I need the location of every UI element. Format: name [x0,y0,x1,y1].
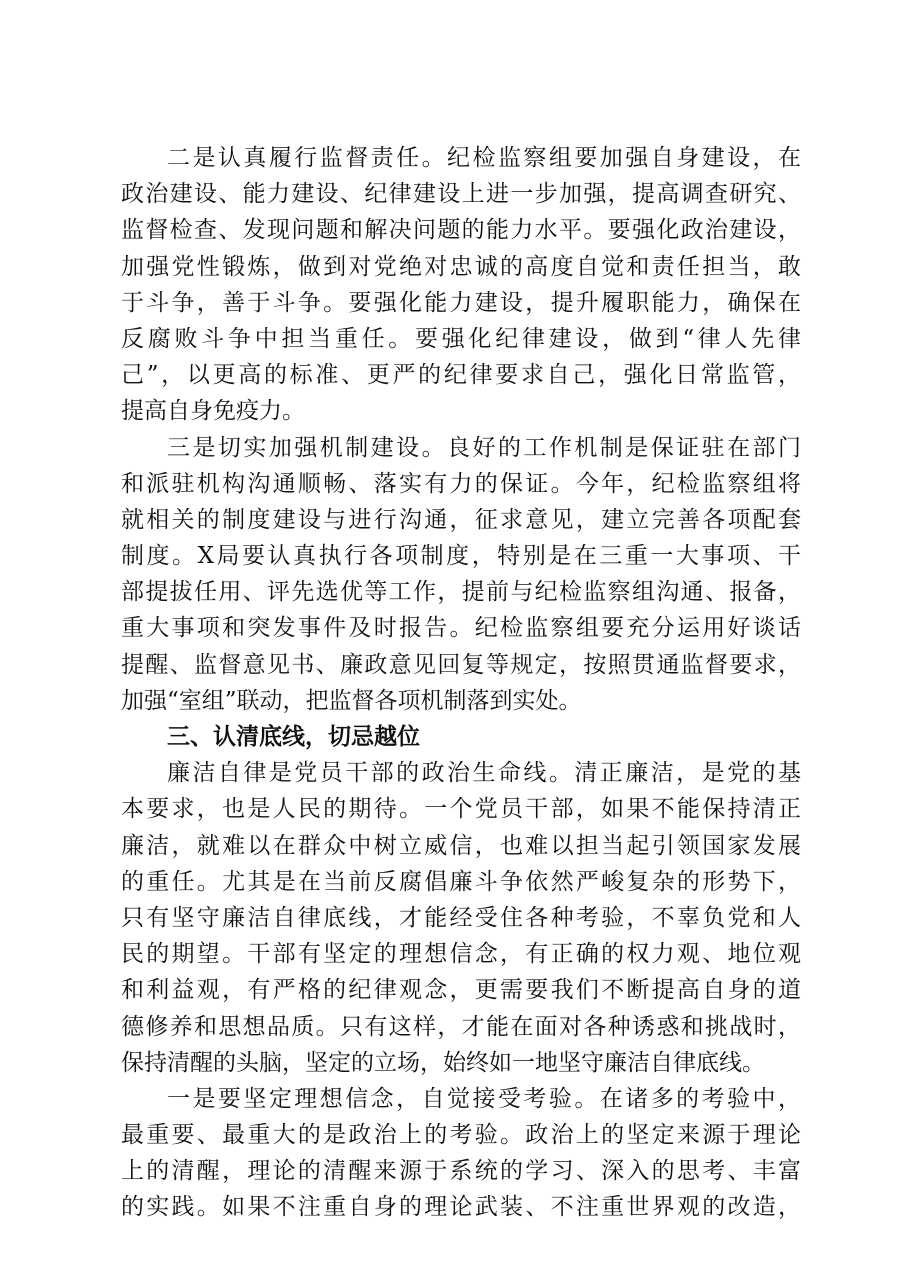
text-line: 反腐败斗争中担当重任。要强化纪律建设，做到“律人先律 [121,325,801,352]
text-line: 德修养和思想品质。只有这样，才能在面对各种诱惑和挑战时， [121,1013,801,1040]
text-line: 加强“室组”联动，把监督各项机制落到实处。 [121,687,582,714]
text-line: 就相关的制度建设与进行沟通，征求意见，建立完善各项配套 [121,506,801,533]
text-line: 部提拔任用、评先选优等工作，提前与纪检监察组沟通、报备， [121,579,801,606]
text-line: 三是切实加强机制建设。良好的工作机制是保证驻在部门 [167,434,801,461]
text-line: 的重任。尤其是在当前反腐倡廉斗争依然严峻复杂的形势下， [121,868,801,895]
section-heading: 三、认清底线，切忌越位 [167,724,420,750]
text-line: 只有坚守廉洁自律底线，才能经受住各种考验，不辜负党和人 [121,904,801,931]
text-line: 制度。X局要认真执行各项制度，特别是在三重一大事项、干 [121,543,801,570]
text-line: 二是认真履行监督责任。纪检监察组要加强自身建设，在 [167,145,801,171]
text-line: 民的期望。干部有坚定的理想信念，有正确的权力观、地位观 [121,941,801,968]
text-line: 政治建设、能力建设、纪律建设上进一步加强，提高调查研究、 [121,181,801,208]
text-line: 重大事项和突发事件及时报告。纪检监察组要充分运用好谈话 [121,615,801,642]
text-line: 提醒、监督意见书、廉政意见回复等规定，按照贯通监督要求， [121,651,801,678]
text-line: 上的清醒，理论的清醒来源于系统的学习、深入的思考、丰富 [121,1158,801,1185]
text-line: 和利益观，有严格的纪律观念，更需要我们不断提高自身的道 [121,977,801,1004]
text-line: 提高自身免疫力。 [121,398,305,425]
text-line: 加强党性锻炼，做到对党绝对忠诚的高度自觉和责任担当，敢 [121,253,801,280]
text-line: 廉洁自律是党员干部的政治生命线。清正廉洁，是党的基 [167,760,801,787]
text-line: 廉洁，就难以在群众中树立威信，也难以担当起引领国家发展 [121,832,801,859]
document-body [121,140,801,1226]
text-line: 最重要、最重大的是政治上的考验。政治上的坚定来源于理论 [121,1122,801,1149]
text-line: 的实践。如果不注重自身的理论武装、不注重世界观的改造， [121,1194,801,1221]
text-line: 于斗争，善于斗争。要强化能力建设，提升履职能力，确保在 [121,289,801,316]
text-line: 监督检查、发现问题和解决问题的能力水平。要强化政治建设， [121,217,801,244]
text-line: 保持清醒的头脑，坚定的立场，始终如一地坚守廉洁自律底线。 [121,1049,765,1076]
text-line: 一是要坚定理想信念，自觉接受考验。在诸多的考验中， [167,1085,801,1112]
text-line: 本要求，也是人民的期待。一个党员干部，如果不能保持清正 [121,796,801,823]
text-line: 己”，以更高的标准、更严的纪律要求自己，强化日常监管， [121,362,801,389]
text-line: 和派驻机构沟通顺畅、落实有力的保证。今年，纪检监察组将 [121,470,801,497]
